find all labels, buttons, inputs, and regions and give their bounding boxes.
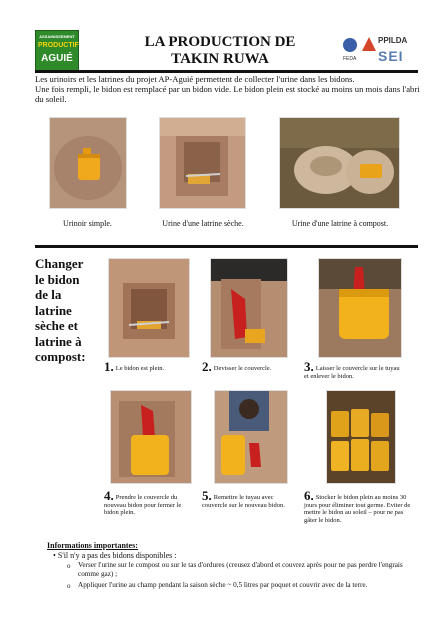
intro-line1: Les urinoirs et les latrines du projet AP-Aguié permettent de collecter l'urine dans les bidons. (35, 74, 355, 84)
photo-step4 (110, 390, 192, 484)
change-title-line: sèche et (35, 318, 78, 333)
step2-caption (202, 359, 297, 374)
caption-compost-latrine: Urine d'une latrine à compost. (291, 219, 389, 228)
change-title-line: latrine (35, 302, 72, 318)
photo-step2 (210, 258, 288, 358)
step5-caption (202, 488, 294, 509)
logo-line2: PRODUCTIF (38, 42, 79, 49)
sub-bullet-mark: o (67, 582, 71, 590)
change-title-line: Changer (35, 256, 84, 271)
ap-aguie-logo (35, 30, 79, 72)
photo-simple-urinal (49, 117, 127, 209)
header-divider (35, 70, 418, 73)
step1-text: Le bidon est plein. (115, 365, 165, 372)
intro-text (35, 74, 420, 104)
step2-number: 2. (202, 359, 212, 374)
step1-number: 1. (104, 359, 114, 374)
caption-dry-latrine: Urine d'une latrine sèche. (162, 219, 244, 228)
change-title-line: compost: (35, 349, 86, 364)
sei-label: SEI (378, 48, 404, 64)
photo-step1 (108, 258, 190, 358)
logo-line3: AGUIÉ (41, 53, 73, 64)
step4-caption (104, 488, 196, 517)
feda-logo-icon (343, 38, 357, 52)
partner-logos (343, 36, 418, 66)
change-title-line: de la (35, 287, 62, 302)
step5-text: Remettre le tuyau avec couvercle sur le nouveau bidon. (202, 494, 285, 509)
section-divider (35, 245, 418, 248)
change-section-title (35, 256, 95, 365)
step3-caption (304, 359, 404, 380)
step5-number: 5. (202, 488, 212, 503)
title-line1: LA PRODUCTION DE (144, 34, 296, 50)
photo-compost-latrine-urine (279, 117, 400, 209)
photo-step5 (214, 390, 288, 484)
info-title: Informations importantes: (47, 541, 138, 550)
info-bullet-text: S'il n'y a pas des bidons disponibles : (57, 551, 177, 560)
step2-text: Devisser le couvercle. (213, 365, 272, 372)
ppilda-logo-icon (362, 37, 376, 51)
info-sub2: Appliquer l'urine au champ pendant la saison sèche ~ 0,5 litres par poquet et couvrir avec de la terre. (78, 581, 368, 589)
step1-caption (104, 359, 199, 374)
step4-number: 4. (104, 488, 114, 503)
change-title-line: latrine à (35, 333, 82, 349)
step6-text: Stocker le bidon plein au moins 30 jours pour éliminer tout germe. Eviter de mettre le bidon au soleil – pour ne pas gâter le bidon. (304, 494, 411, 524)
step6-number: 6. (304, 488, 314, 503)
info-sub1: Verser l'urine sur le compost ou sur le tas d'ordures (creusez d'abord et couvrez après pour ne pas perdre l'engrais comme gaz) ; (78, 561, 403, 578)
sub-bullet-mark: o (67, 562, 71, 570)
page-title (120, 34, 320, 68)
feda-label: FEDA (343, 56, 357, 62)
photo-dry-latrine-urine (159, 117, 246, 209)
step6-caption (304, 488, 414, 524)
intro-line2: Une fois rempli, le bidon est remplacé par un bidon vide. Le bidon plein est stocké au moins un mois dans l'abri du soleil. (35, 84, 420, 104)
ppilda-label: PPILDA (378, 36, 408, 45)
logo-line1: ASSAINISSEMENT (39, 34, 75, 39)
caption-simple-urinal: Urinoir simple. (63, 219, 112, 228)
change-title-line: le bidon (35, 271, 80, 287)
step3-text: Laisser le couvercle sur le tuyau et enlever le bidon. (304, 365, 400, 380)
title-line2: TAKIN RUWA (171, 51, 269, 67)
step3-number: 3. (304, 359, 314, 374)
photo-step6 (326, 390, 396, 484)
photo-step3 (318, 258, 402, 358)
step4-text: Prendre le couvercle du nouveau bidon pour fermer le bidon plein. (104, 494, 182, 516)
info-bullet: • S'il n'y a pas des bidons disponibles : (53, 551, 177, 560)
